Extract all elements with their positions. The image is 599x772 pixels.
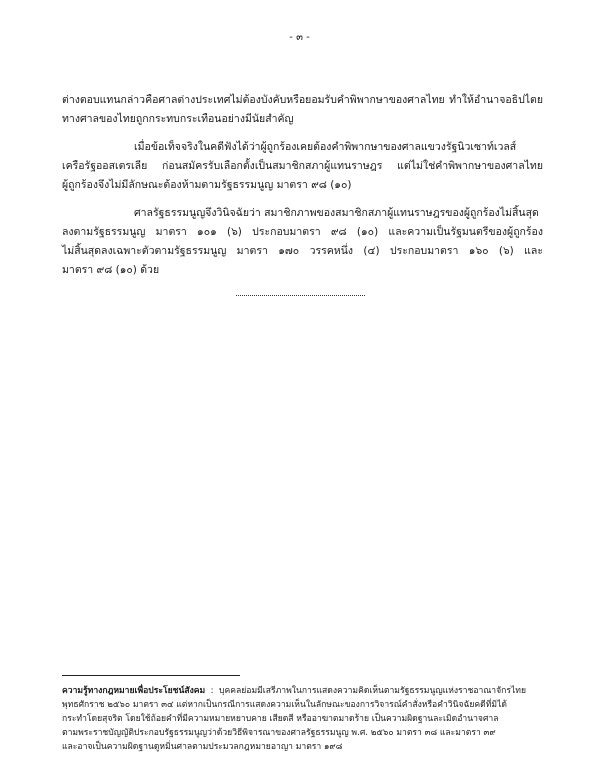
footnote-line-3: กระทำโดยสุจริต โดยใช้ถ้อยคำที่มีความหมายหยาบคาย เสียดสี หรืออาฆาตมาดร้าย เป็นความผิดฐานละเมิดอำนาจศาล [62, 714, 499, 724]
paragraph3-line-3: ไม่สิ้นสุดลงเฉพาะตัวตามรัฐธรรมนูญ มาตรา ๑๗๐ วรรคหนึ่ง (๔) ประกอบมาตรา ๑๖๐ (๖) และ [62, 245, 543, 257]
footnote-line-1 [62, 687, 526, 696]
page-number: - ๓ - [289, 32, 310, 43]
paragraph2-line-2: เครือรัฐออสเตรเลีย ก่อนสมัครรับเลือกตั้งเป็นสมาชิกสภาผู้แทนราษฎร แต่ไม่ใช่คำพิพากษาของศาลไทย [62, 160, 543, 172]
footnote-line-4: ตามพระราชบัญญัติประกอบรัฐธรรมนูญว่าด้วยวิธีพิจารณาของศาลรัฐธรรมนูญ พ.ศ. ๒๕๖๐ มาตรา ๓๘ และมาตรา ๓๙ [62, 728, 496, 738]
paragraph3-line-1: ศาลรัฐธรรมนูญจึงวินิจฉัยว่า สมาชิกภาพของสมาชิกสภาผู้แทนราษฎรของผู้ถูกร้องไม่สิ้นสุด [134, 207, 539, 219]
footnote-heading: ความรู้ทางกฎหมายเพื่อประโยชน์สังคม [62, 686, 206, 696]
footnote-line-2: พุทธศักราช ๒๕๖๐ มาตรา ๓๔ แต่หากเป็นกรณีการแสดงความเห็นในลักษณะของการวิจารณ์คำสั่งหรือคำวินิจฉัยคดีที่มิได้ [62, 700, 507, 710]
end-separator [236, 295, 365, 296]
paragraph3-line-2: ลงตามรัฐธรรมนูญ มาตรา ๑๐๑ (๖) ประกอบมาตรา ๙๘ (๑๐) และความเป็นรัฐมนตรีของผู้ถูกร้อง [62, 226, 543, 238]
paragraph1-line-1: ต่างตอบแทนกล่าวคือศาลต่างประเทศไม่ต้องบังคับหรือยอมรับคำพิพากษาของศาลไทย ทำให้อำนาจอธิปไตย [62, 94, 543, 106]
paragraph1-line-2: ทางศาลของไทยถูกกระทบกระเทือนอย่างมีนัยสำคัญ [62, 113, 294, 125]
footnote-rule [62, 675, 240, 676]
footnote-colon: : [210, 686, 214, 696]
paragraph2-line-1: เมื่อข้อเท็จจริงในคดีฟังได้ว่าผู้ถูกร้องเคยต้องคำพิพากษาของศาลแขวงรัฐนิวเซาท์เวลส์ [134, 141, 517, 153]
footnote-text-1: บุคคลย่อมมีเสรีภาพในการแสดงความคิดเห็นตามรัฐธรรมนูญแห่งราชอาณาจักรไทย [219, 686, 526, 696]
paragraph3-line-4: มาตรา ๙๘ (๑๐) ด้วย [62, 264, 160, 276]
footnote-line-5: และอาจเป็นความผิดฐานดูหมิ่นศาลตามประมวลกฎหมายอาญา มาตรา ๑๙๘ [62, 742, 343, 752]
paragraph2-line-3: ผู้ถูกร้องจึงไม่มีลักษณะต้องห้ามตามรัฐธรรมนูญ มาตรา ๙๘ (๑๐) [62, 179, 352, 191]
